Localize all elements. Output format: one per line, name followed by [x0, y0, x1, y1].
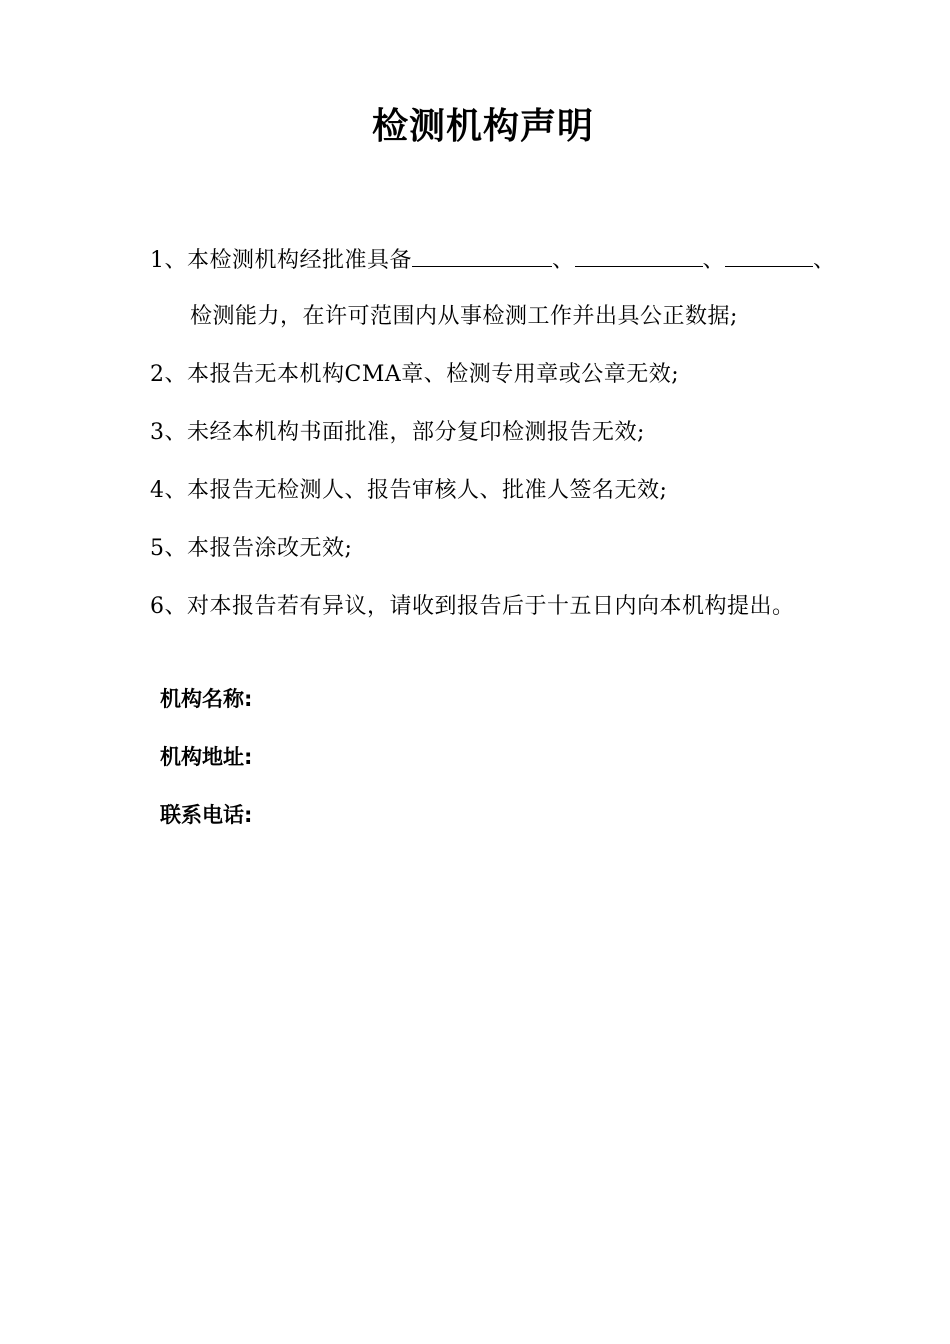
statement-number: 1、	[150, 248, 187, 273]
statement-number: 6、	[150, 594, 187, 619]
statement-text: 本报告无本机构CMA章、检测专用章或公章无效;	[187, 362, 680, 387]
separator: 、	[813, 248, 836, 273]
institution-address-label: 机构地址:	[160, 745, 253, 769]
statement-5	[150, 534, 352, 564]
statement-number: 4、	[150, 478, 187, 503]
fill-in-blank	[725, 244, 813, 267]
fill-in-blank	[412, 244, 552, 267]
statement-text: 本报告无检测人、报告审核人、批准人签名无效;	[187, 478, 668, 503]
statement-3	[150, 418, 645, 448]
separator: 、	[702, 248, 726, 273]
statement-text: 未经本机构书面批准，部分复印检测报告无效;	[187, 420, 645, 445]
separator: 、	[552, 248, 575, 273]
fill-in-blank	[575, 244, 703, 267]
statement-text: 本检测机构经批准具备	[187, 248, 413, 273]
statement-2	[150, 360, 679, 390]
statement-number: 3、	[150, 420, 187, 445]
statement-1-continuation: 检测能力，在许可范围内从事检测工作并出具公正数据;	[190, 304, 738, 329]
statement-text: 对本报告若有异议，请收到报告后于十五日内向本机构提出。	[187, 594, 795, 619]
statement-number: 5、	[150, 536, 187, 561]
statement-6	[150, 592, 795, 622]
statement-text: 本报告涂改无效;	[187, 536, 353, 561]
statement-number: 2、	[150, 362, 187, 387]
statement-1	[150, 244, 836, 276]
institution-name-label: 机构名称:	[160, 687, 253, 711]
document-title: 检测机构声明	[371, 106, 594, 147]
institution-phone-label: 联系电话:	[160, 803, 253, 827]
statement-4	[150, 476, 667, 506]
